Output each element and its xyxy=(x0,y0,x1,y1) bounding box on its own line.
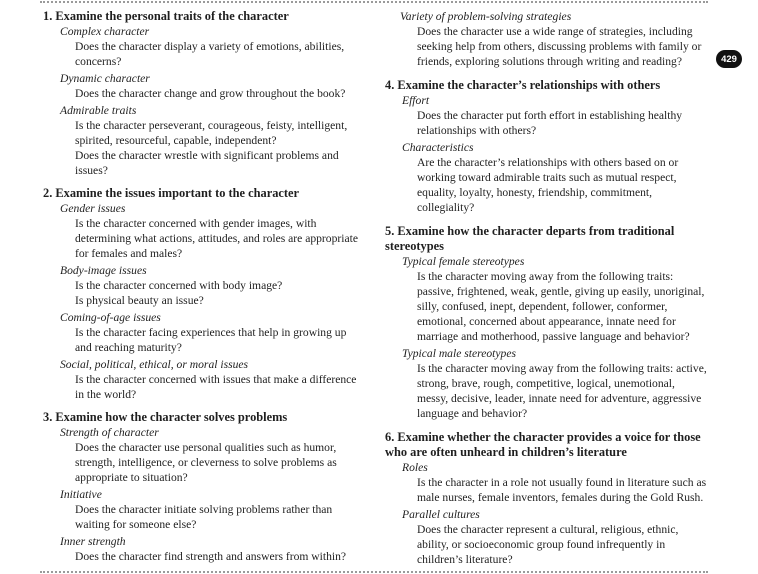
section-1 xyxy=(43,9,363,178)
subsection xyxy=(43,425,363,485)
subsection xyxy=(43,534,363,564)
question: Is physical beauty an issue? xyxy=(75,294,204,307)
subsection-title: Dynamic character xyxy=(60,72,150,85)
question: Is the character concerned with gender images, with determining what actions, attitudes, and roles are appropriate for females and males? xyxy=(75,217,358,260)
question: Does the character change and grow throughout the book? xyxy=(75,87,346,100)
subsection xyxy=(385,93,707,138)
subsection xyxy=(43,310,363,355)
section-heading: 5. Examine how the character departs from traditional stereotypes xyxy=(385,224,675,253)
subsection-title: Inner strength xyxy=(60,535,126,548)
subsection-title: Variety of problem-solving strategies xyxy=(400,10,572,23)
question: Does the character initiate solving problems rather than waiting for someone else? xyxy=(75,503,333,531)
subsection xyxy=(43,24,363,69)
question: Is the character moving away from the following traits: passive, frightened, weak, gentle, giving up easily, unoriginal, silly, confused, inept, dependent, follower, conformer, emotional, concerned about appearance, innate need for marriage and motherhood, passive language and behavior? xyxy=(417,270,705,343)
section-3 xyxy=(43,410,363,564)
subsection-title: Gender issues xyxy=(60,202,126,215)
subsection xyxy=(385,460,707,505)
section-heading: 3. Examine how the character solves problems xyxy=(43,410,288,424)
subsection-title: Effort xyxy=(402,94,430,107)
section-heading: 6. Examine whether the character provides a voice for those who are often unheard in children’s literature xyxy=(385,430,701,459)
section-3-continued xyxy=(385,9,707,69)
section-6 xyxy=(385,430,707,567)
question: Does the character represent a cultural, religious, ethnic, ability, or socioeconomic group found infrequently in children’s literature? xyxy=(417,523,679,566)
question: Does the character use a wide range of strategies, including seeking help from others, discussing problems with family or friends, exploring solutions through writing and reading? xyxy=(417,25,702,68)
question: Is the character concerned with issues that make a difference in the world? xyxy=(75,373,357,401)
section-2 xyxy=(43,186,363,402)
section-4 xyxy=(385,78,707,215)
question: Does the character put forth effort in establishing healthy relationships with others? xyxy=(417,109,683,137)
subsection xyxy=(43,71,363,101)
subsection xyxy=(43,201,363,261)
subsection-title: Complex character xyxy=(60,25,150,38)
subsection-title: Admirable traits xyxy=(60,104,137,117)
subsection-title: Social, political, ethical, or moral issues xyxy=(60,358,249,371)
question: Is the character facing experiences that help in growing up and reaching maturity? xyxy=(75,326,347,354)
subsection-title: Parallel cultures xyxy=(402,508,480,521)
section-heading: 1. Examine the personal traits of the character xyxy=(43,9,289,23)
question: Is the character moving away from the following traits: active, strong, brave, rough, competitive, logical, unemotional, messy, decisive, leader, innate need for adventure, aggressive language and behavior? xyxy=(417,362,707,420)
section-heading: 4. Examine the character’s relationships with others xyxy=(385,78,661,92)
question: Does the character find strength and answers from within? xyxy=(75,550,347,563)
section-5 xyxy=(385,224,707,421)
subsection-title: Body-image issues xyxy=(60,264,147,277)
bottom-dotted-rule xyxy=(40,571,708,573)
page-number-badge: 429 xyxy=(716,50,742,68)
subsection-title: Characteristics xyxy=(402,141,474,154)
right-column xyxy=(385,9,707,567)
subsection xyxy=(385,507,707,567)
question: Is the character in a role not usually found in literature such as male nurses, female inventors, females during the Gold Rush. xyxy=(417,476,707,504)
question: Is the character perseverant, courageous, feisty, intelligent, spirited, resourceful, capable, independent? xyxy=(75,119,348,147)
subsection xyxy=(385,9,707,69)
subsection-title: Coming-of-age issues xyxy=(60,311,161,324)
question: Does the character use personal qualities such as humor, strength, intelligence, or cleverness to solve problems as appropriate to situation? xyxy=(75,441,337,484)
question: Does the character wrestle with significant problems and issues? xyxy=(75,149,339,177)
question: Is the character concerned with body image? xyxy=(75,279,283,292)
subsection xyxy=(43,487,363,532)
subsection xyxy=(43,103,363,178)
subsection-title: Typical male stereotypes xyxy=(402,347,516,360)
subsection-title: Initiative xyxy=(60,488,102,501)
subsection-title: Typical female stereotypes xyxy=(402,255,525,268)
subsection xyxy=(385,346,707,421)
subsection xyxy=(385,140,707,215)
question: Are the character’s relationships with others based on or working toward admirable traits such as mutual respect, equality, loyalty, honesty, friendship, commitment, collegiality? xyxy=(417,156,679,214)
subsection-title: Strength of character xyxy=(60,426,159,439)
left-column xyxy=(43,9,363,564)
top-dotted-rule xyxy=(40,1,708,3)
question: Does the character display a variety of emotions, abilities, concerns? xyxy=(75,40,345,68)
subsection xyxy=(385,254,707,344)
section-heading: 2. Examine the issues important to the character xyxy=(43,186,300,200)
subsection xyxy=(43,263,363,308)
subsection-title: Roles xyxy=(402,461,428,474)
subsection xyxy=(43,357,363,402)
